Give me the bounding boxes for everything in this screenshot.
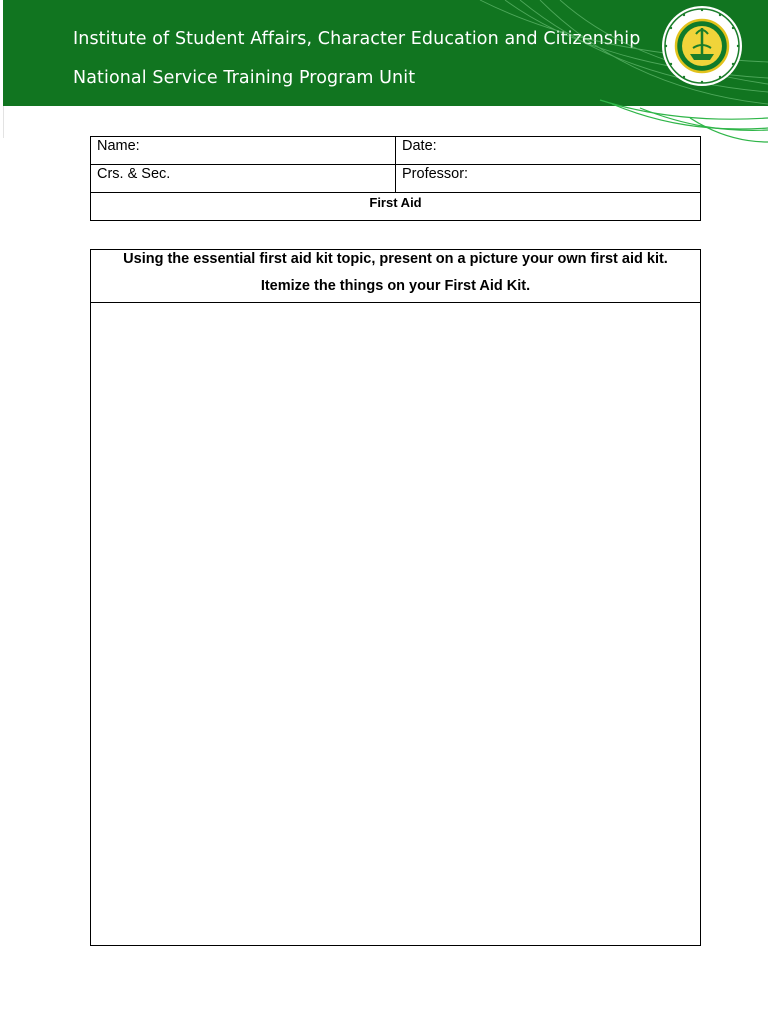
- unit-name: National Service Training Program Unit: [73, 68, 416, 88]
- answer-area[interactable]: [91, 303, 700, 945]
- name-field[interactable]: Name:: [91, 137, 396, 165]
- date-field[interactable]: Date:: [396, 137, 701, 165]
- instruction-line-2: Itemize the things on your First Aid Kit.: [260, 278, 531, 294]
- institute-name: Institute of Student Affairs, Character Education and Citizenship: [73, 29, 641, 49]
- student-info-table: [90, 136, 701, 221]
- table-row: [91, 165, 701, 193]
- task-box: [90, 249, 701, 946]
- instruction-line-1: Using the essential first aid kit topic, present on a picture your own first aid kit.: [123, 251, 668, 267]
- topic-title: First Aid: [91, 193, 701, 221]
- table-row: [91, 137, 701, 165]
- course-section-field[interactable]: Crs. & Sec.: [91, 165, 396, 193]
- task-instructions: [91, 250, 700, 303]
- table-row: [91, 193, 701, 221]
- city-seal-icon: [660, 4, 744, 88]
- header-banner: [3, 0, 768, 106]
- professor-field[interactable]: Professor:: [396, 165, 701, 193]
- margin-line: [3, 106, 4, 138]
